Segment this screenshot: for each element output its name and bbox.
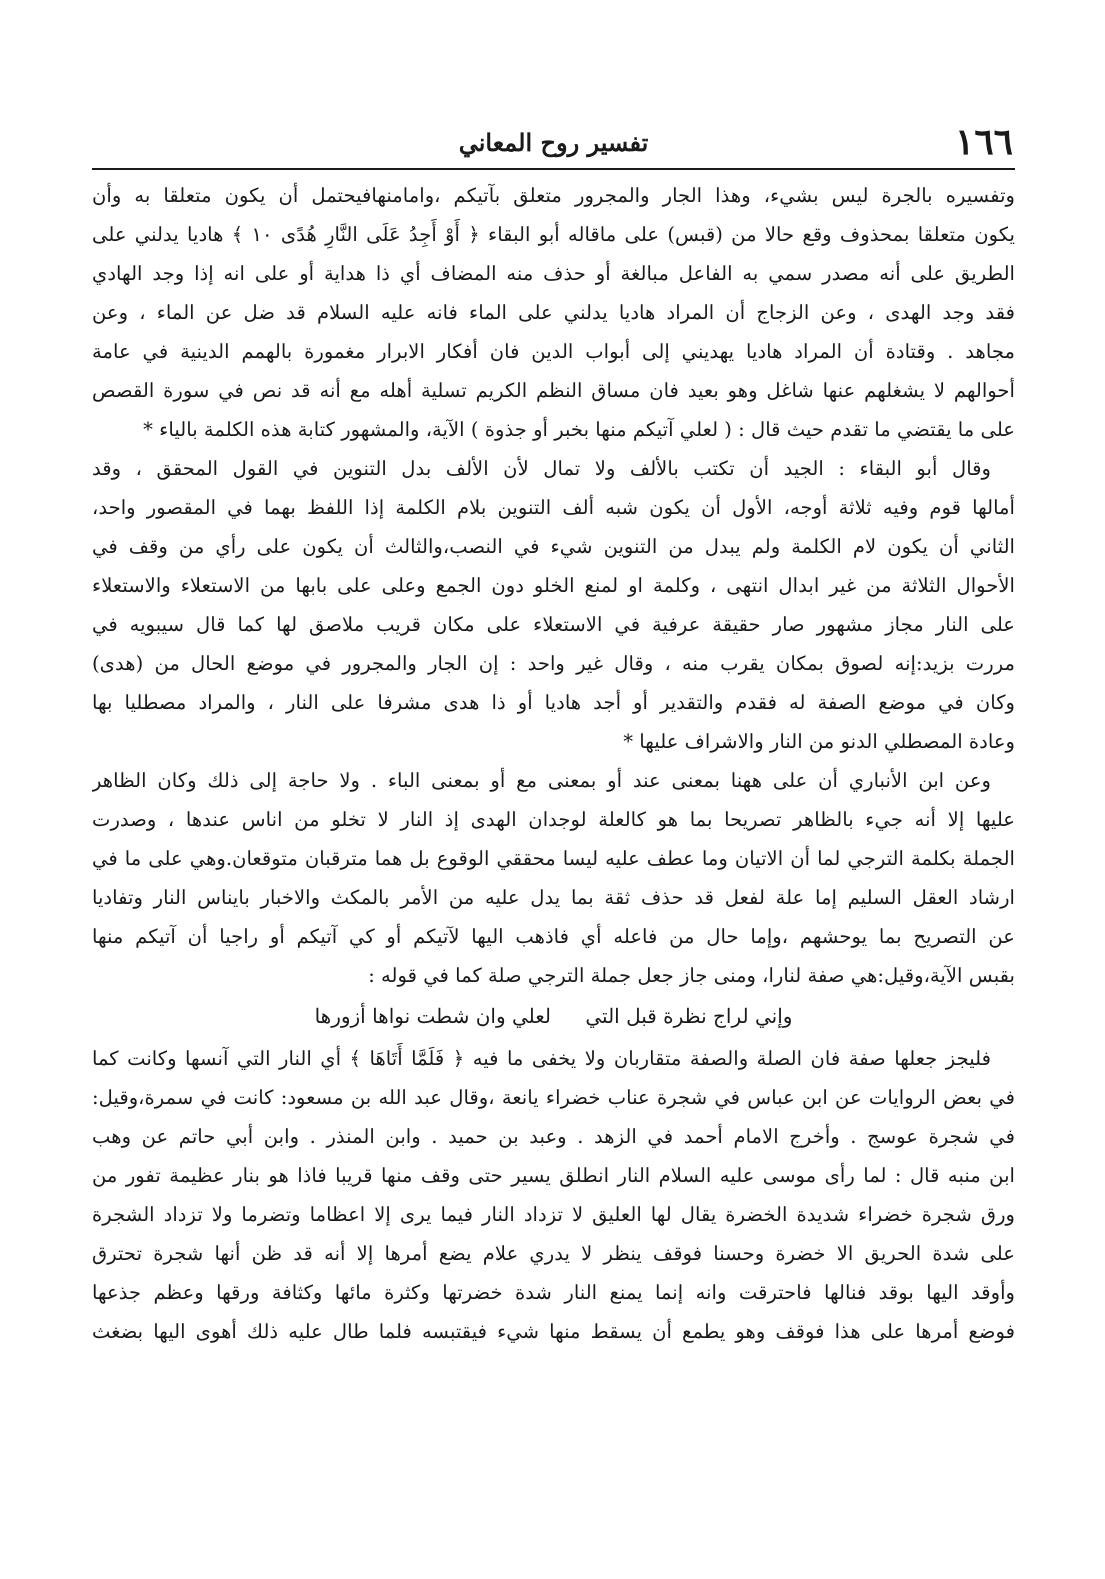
text-line: ارشاد العقل السليم إما علة لفعل قد حذف ثقة بما يدل عليه من الأمر بالمكث والاخبار بايناس النار وتفاديا <box>92 886 1015 909</box>
text-line: وعن ابن الأنباري أن على ههنا بمعنى عند أو بمعنى مع أو بمعنى الباء . ولا حاجة إلى ذلك وكان الظاهر <box>92 769 991 792</box>
text-line: مجاهد . وقتادة أن المراد هاديا يهديني إلى أبواب الدين فان أفكار الابرار مغمورة بالهمم الدينية في عامة <box>92 340 1015 363</box>
text-line: ابن منبه قال : لما رأى موسى عليه السلام النار انطلق يسير حتى وقف منها قريبا فاذا هو بنار عظيمة تفور من <box>92 1164 1015 1187</box>
text-line: الثاني أن يكون لام الكلمة ولم يبدل من التنوين شيء في النصب،والثالث أن يكون على رأي من وقف في <box>92 535 1015 558</box>
text-line: في بعض الروايات عن ابن عباس في شجرة عناب خضراء يانعة ،وقال عبد الله بن مسعود: كانت في سمرة،وقيل: <box>92 1086 1015 1109</box>
text-line: مررت بزيد:إنه لصوق بمكان يقرب منه ، وقال غير واحد : إن الجار والمجرور في موضع الحال من (هدى) <box>92 652 1015 675</box>
text-line: الطريق على أنه مصدر سمي به الفاعل مبالغة أو حذف منه المضاف أي ذا هداية أو على انه إذا وجد الهادي <box>92 262 1015 285</box>
page-body <box>92 176 1015 1351</box>
page-header <box>92 122 1015 166</box>
text-line: فليجز جعلها صفة فان الصلة والصفة متقاربان ولا يخفى ما فيه ﴿ فَلَمَّا أَتَاهَا ﴾ أي النار التي آنسها وكانت كما <box>92 1047 991 1070</box>
text-line: الأحوال الثلاثة من غير ابدال انتهى ، وكلمة او لمنع الخلو دون الجمع وعلى على بابها من الاستعلاء والاستعلاء <box>92 574 1015 597</box>
text-line: وتفسيره بالجرة ليس بشيء، وهذا الجار والمجرور متعلق بآتيكم ،وامامنهافيحتمل أن يكون متعلقا به وأن <box>92 184 1015 207</box>
text-line: عليها إلا أنه جيء بالظاهر تصريحا بما هو كالعلة لوجدان الهدى إذ النار لا تخلو من اناس عندها ، وصدرت <box>92 808 1015 831</box>
page-number: ١٦٦ <box>954 121 1013 163</box>
text-line: في شجرة عوسج . وأخرج الامام أحمد في الزهد . وعبد بن حميد . وابن المنذر . وابن أبي حاتم عن وهب <box>92 1125 1015 1148</box>
text-line: بقبس الآية،وقيل:هي صفة لنارا، ومنى جاز جعل جملة الترجي صلة كما في قوله : <box>368 964 1015 987</box>
verse-hemistich-left: لعلي وان شطت نواها أزورها <box>314 1004 551 1028</box>
text-line: على النار مجاز مشهور صار حقيقة عرفية في الاستعلاء على مكان قريب ملاصق لها كما قال سيبويه في <box>92 613 1015 636</box>
text-line: وقال أبو البقاء : الجيد أن تكتب بالألف ولا تمال لأن الألف بدل التنوين في القول المحقق ، وقد <box>92 457 991 480</box>
text-line: على شدة الحريق الا خضرة وحسنا فوقف ينظر لا يدري علام يضع أمرها إلا أنه قد ظن أنها شجرة تحترق <box>92 1242 1015 1265</box>
verse-hemistich-right: وإني لراج نظرة قبل التي <box>585 1004 793 1028</box>
text-line: وأوقد اليها بوقد فنالها فاحترقت وانه إنما يمنع النار شدة خضرتها وكثرة مائها وكثافة ورقها وعظم جذعها <box>92 1281 1015 1304</box>
text-line: عن التصريح بما يوحشهم ،وإما حال من فاعله أي فاذهب اليها لآتيكم أو كي آتيكم أو راجيا أن آتيكم منها <box>92 925 1015 948</box>
text-line: ورق شجرة خضراء شديدة الخضرة يقال لها العليق لا تزداد النار فيما يرى إلا اعظاما وتضرما ولا تزداد الشجرة <box>92 1203 1015 1226</box>
text-line: وكان في موضع الصفة له فقدم والتقدير أو أجد هاديا أو ذا هدى مشرفا على النار ، والمراد مصطليا بها <box>92 691 1015 714</box>
text-line: وعادة المصطلي الدنو من النار والاشراف عليها * <box>623 730 1015 753</box>
header-rule <box>92 168 1015 170</box>
text-line: فوضع أمرها على هذا فوقف وهو يطمع أن يسقط منها شيء فيقتبسه فلما طال عليه ذلك أهوى اليها بضغث <box>92 1320 1015 1343</box>
text-line: الجملة بكلمة الترجي لما أن الاتيان وما عطف عليه ليسا محققي الوقوع بل هما مترقبان متوقعان.وهي على ما في <box>92 847 1015 870</box>
text-line: على ما يقتضي ما تقدم حيث قال : ( لعلي آتيكم منها بخبر أو جذوة ) الآية، والمشهور كتابة هذه الكلمة بالياء * <box>143 418 1015 441</box>
poetry-verse <box>92 995 1015 1039</box>
text-line: أحوالهم لا يشغلهم عنها شاغل وهو بعيد فان مساق النظم الكريم تسلية أهله مع أنه قد نص في سورة القصص <box>92 379 1015 402</box>
text-line: فقد وجد الهدى ، وعن الزجاج أن المراد هاديا يدلني على الماء فانه عليه السلام قد ضل عن الماء ، وعن <box>92 301 1015 324</box>
text-line: يكون متعلقا بمحذوف وقع حالا من (قبس) على ماقاله أبو البقاء ﴿ أَوْ أَجِدُ عَلَى النَّارِ هُدًى ١٠ ﴾ هاديا يدلني على <box>92 223 1015 246</box>
running-title: تفسير روح المعاني <box>458 128 649 157</box>
text-line: أمالها قوم وفيه ثلاثة أوجه، الأول أن يكون شبه ألف التنوين بلام الكلمة إذا اللفظ بهما في المقصور واحد، <box>92 496 1015 519</box>
